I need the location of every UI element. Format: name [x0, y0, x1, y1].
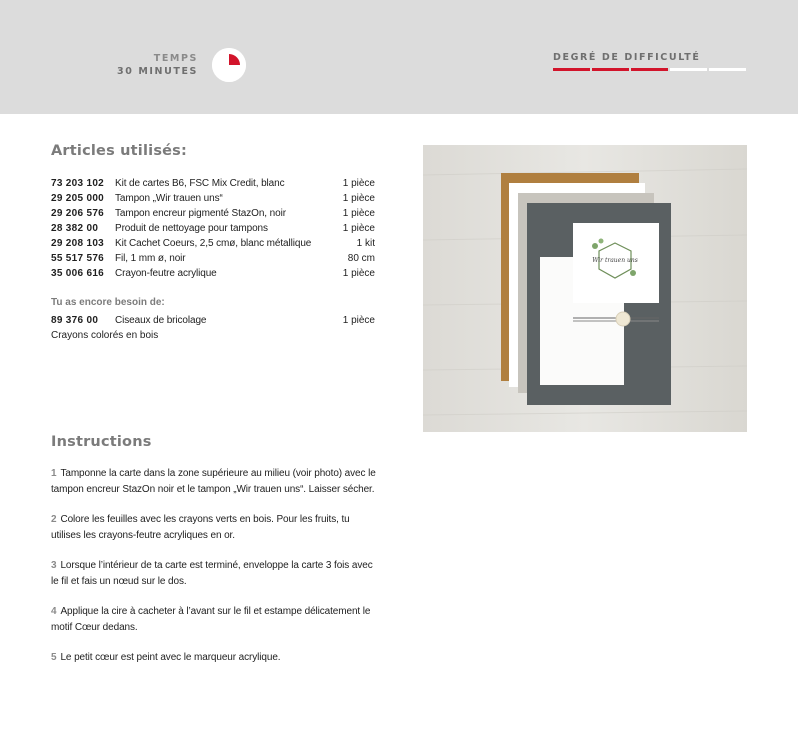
- step-text: Lorsque l’intérieur de ta carte est terminé, enveloppe la carte 3 fois avec le fil et fais un nœud sur le dos.: [51, 560, 373, 587]
- step-number: 2: [51, 514, 57, 525]
- instruction-step: [51, 604, 381, 636]
- item-description: Kit de cartes B6, FSC Mix Credit, blanc: [115, 178, 285, 189]
- step-text: Applique la cire à cacheter à l’avant sur le fil et estampe délicatement le motif Cœur dedans.: [51, 606, 371, 633]
- difficulty-bar: [631, 68, 668, 71]
- item-description: Kit Cachet Coeurs, 2,5 cmø, blanc métallique: [115, 238, 312, 249]
- time-value: 30 MINUTES: [117, 66, 198, 77]
- item-quantity: 1 pièce: [342, 315, 375, 326]
- difficulty-bar: [670, 68, 707, 71]
- item-number: 55 517 576: [51, 253, 105, 264]
- time-block: [117, 52, 198, 78]
- item-description: Crayon-feutre acrylique: [115, 268, 217, 279]
- item-number: 35 006 616: [51, 268, 105, 279]
- item-number: 29 208 103: [51, 238, 105, 249]
- item-description: Produit de nettoyage pour tampons: [115, 223, 268, 234]
- list-item: [51, 191, 375, 206]
- item-description: Fil, 1 mm ø, noir: [115, 253, 186, 264]
- extra-line: Crayons colorés en bois: [51, 330, 159, 341]
- step-number: 1: [51, 468, 57, 479]
- difficulty-bar: [553, 68, 590, 71]
- step-text: Le petit cœur est peint avec le marqueur acrylique.: [60, 652, 281, 663]
- wax-seal: [616, 312, 630, 326]
- list-item: [51, 176, 375, 191]
- item-number: 73 203 102: [51, 178, 105, 189]
- instruction-step: [51, 512, 381, 544]
- extra-list: [51, 313, 375, 343]
- item-quantity: 1 pièce: [342, 178, 375, 189]
- time-label: TEMPS: [153, 53, 198, 64]
- item-number: 29 205 000: [51, 193, 105, 204]
- difficulty-bar: [709, 68, 746, 71]
- step-number: 3: [51, 560, 57, 571]
- item-quantity: 1 kit: [356, 238, 375, 249]
- item-description: Tampon „Wir trauen uns“: [115, 193, 223, 204]
- instructions-list: [51, 466, 381, 680]
- item-quantity: 80 cm: [347, 253, 375, 264]
- list-item: [51, 266, 375, 281]
- item-description: Tampon encreur pigmenté StazOn, noir: [115, 208, 286, 219]
- difficulty-bar: [592, 68, 629, 71]
- list-item: [51, 313, 375, 328]
- item-number: 28 382 00: [51, 223, 99, 234]
- item-description: Ciseaux de bricolage: [115, 315, 207, 326]
- articles-list: [51, 176, 375, 281]
- product-photo: [423, 145, 747, 432]
- difficulty-block: [553, 52, 747, 71]
- list-item: [51, 236, 375, 251]
- item-quantity: 1 pièce: [342, 193, 375, 204]
- extra-title: Tu as encore besoin de:: [51, 297, 165, 308]
- item-number: 29 206 576: [51, 208, 105, 219]
- instruction-step: [51, 466, 381, 498]
- difficulty-label: DEGRÉ DE DIFFICULTÉ: [553, 52, 701, 63]
- list-item: [51, 251, 375, 266]
- header-band: [0, 0, 798, 114]
- instruction-step: [51, 650, 381, 666]
- articles-title: Articles utilisés:: [51, 143, 188, 159]
- item-quantity: 1 pièce: [342, 223, 375, 234]
- step-number: 4: [51, 606, 57, 617]
- difficulty-bars: [553, 68, 747, 71]
- instructions-title: Instructions: [51, 434, 152, 450]
- item-number: 89 376 00: [51, 315, 99, 326]
- instruction-step: [51, 558, 381, 590]
- list-item: [51, 206, 375, 221]
- item-quantity: 1 pièce: [342, 208, 375, 219]
- clock-icon: [212, 48, 246, 82]
- step-text: Tamponne la carte dans la zone supérieure au milieu (voir photo) avec le tampon encreur StazOn noir et le tampon „Wir trauen uns“. Laisser sécher.: [51, 468, 376, 495]
- step-text: Colore les feuilles avec les crayons verts en bois. Pour les fruits, tu utilises les crayons-feutre acryliques en or.: [51, 514, 350, 541]
- step-number: 5: [51, 652, 57, 663]
- list-item: [51, 221, 375, 236]
- item-quantity: 1 pièce: [342, 268, 375, 279]
- card-stamp-text: Wir trauen uns: [592, 257, 638, 264]
